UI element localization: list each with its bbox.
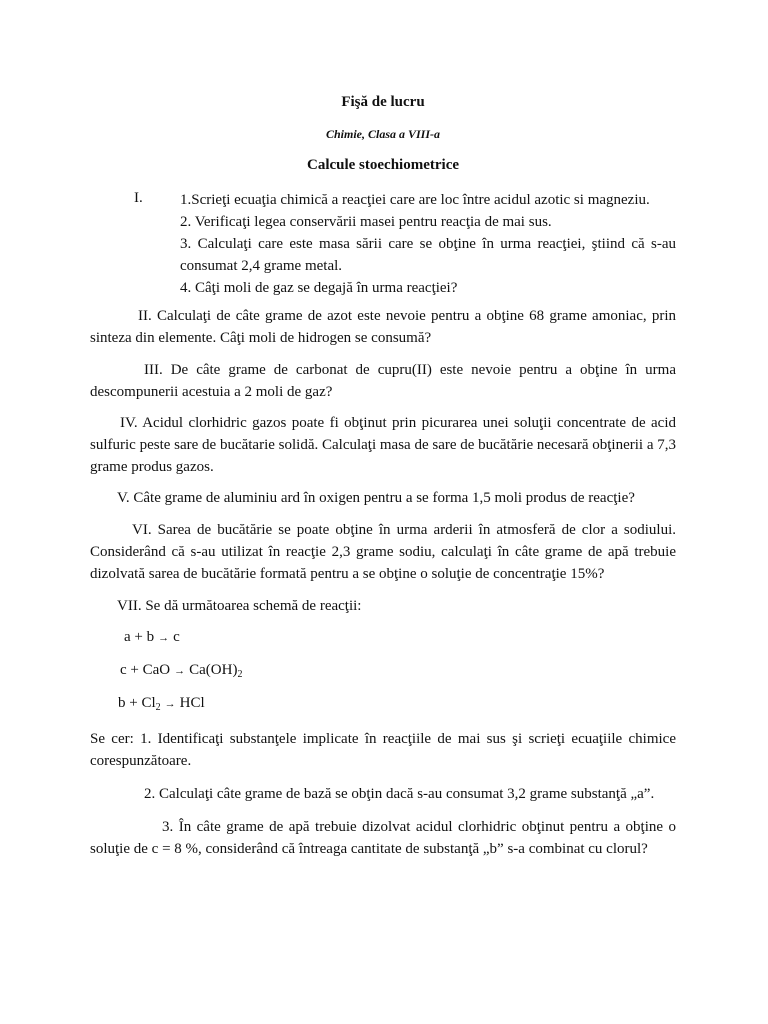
requirement-3: 3. În câte grame de apă trebuie dizolvat acidul clorhidric obţinut pentru a obţine o soluţie de c = 8 %, considerând că întreaga cantitate de substanţă „b” s-a combinat cu clorul? (90, 819, 676, 857)
problem-III: III. De câte grame de carbonat de cupru(II) este nevoie pentru a obţine în urma descompunerii acestuia a 2 moli de gaz? (90, 362, 676, 400)
arrow-icon: → (164, 698, 176, 710)
reaction-2-product-subscript: 2 (237, 669, 243, 680)
reaction-1 (124, 629, 180, 646)
section-I-item-2: 2. Verificaţi legea conservării masei pentru reacţia de mai sus. (180, 214, 552, 230)
problem-VII: VII. Se dă următoarea schemă de reacţii: (117, 598, 362, 614)
reaction-3-reactants: b + Cl (118, 695, 156, 711)
arrow-icon: → (174, 665, 186, 677)
reaction-2-reactants: c + CaO (120, 662, 171, 678)
problem-V: V. Câte grame de aluminiu ard în oxigen pentru a se forma 1,5 moli produs de reacţie? (117, 490, 635, 506)
reaction-3-product: HCl (179, 695, 205, 711)
section-I-item-1: 1.Scrieţi ecuaţia chimică a reacţiei care are loc între acidul azotic si magneziu. (180, 192, 650, 208)
section-I-item-4: 4. Câţi moli de gaz se degajă în urma reacţiei? (180, 280, 458, 296)
section-I-list (180, 189, 676, 299)
problem-IV: IV. Acidul clorhidric gazos poate fi obţinut prin picurarea unei soluţii concentrate de acid sulfuric peste sare de bucătarie solidă. Calculaţi masa de sare de bucătărie necesară obţinerii a 7,3 grame produs gazos. (90, 415, 676, 475)
requirement-1: Se cer: 1. Identificaţi substanţele implicate în reacţiile de mai sus şi scrieţi ecuaţiile chimice corespunzătoare. (90, 731, 676, 769)
reaction-3-reactant-subscript: 2 (155, 702, 161, 713)
worksheet-subtitle: Chimie, Clasa a VIII-a (325, 127, 441, 141)
worksheet-title: Fişă de lucru (341, 94, 425, 110)
reaction-2-product: Ca(OH) (189, 662, 238, 678)
reaction-1-reactants: a + b (124, 629, 155, 645)
section-I-item-3: 3. Calculaţi care este masa sării care se obţine în urma reacţiei, ştiind că s-au consumat 2,4 grame metal. (180, 236, 676, 274)
worksheet-heading: Calcule stoechiometrice (306, 157, 460, 173)
reaction-3 (118, 695, 205, 713)
reaction-2 (120, 662, 242, 680)
problem-II: II. Calculaţi de câte grame de azot este nevoie pentru a obţine 68 grame amoniac, prin sinteza din elemente. Câţi moli de hidrogen se consumă? (90, 308, 676, 346)
arrow-icon: → (158, 632, 170, 644)
section-I-numeral: I. (134, 190, 143, 206)
problem-VI: VI. Sarea de bucătărie se poate obţine în urma arderii în atmosferă de clor a sodiului. Considerând că s-au utilizat în reacţie 2,3 grame sodiu, calculaţi în câte grame de apă trebuie dizolvată sarea de bucătărie formată pentru a se obţine o soluţie de concentraţie 15%? (90, 522, 676, 582)
reaction-1-product: c (173, 629, 180, 645)
requirement-2: 2. Calculaţi câte grame de bază se obţin dacă s-au consumat 3,2 grame substanţă „a”. (144, 786, 655, 802)
